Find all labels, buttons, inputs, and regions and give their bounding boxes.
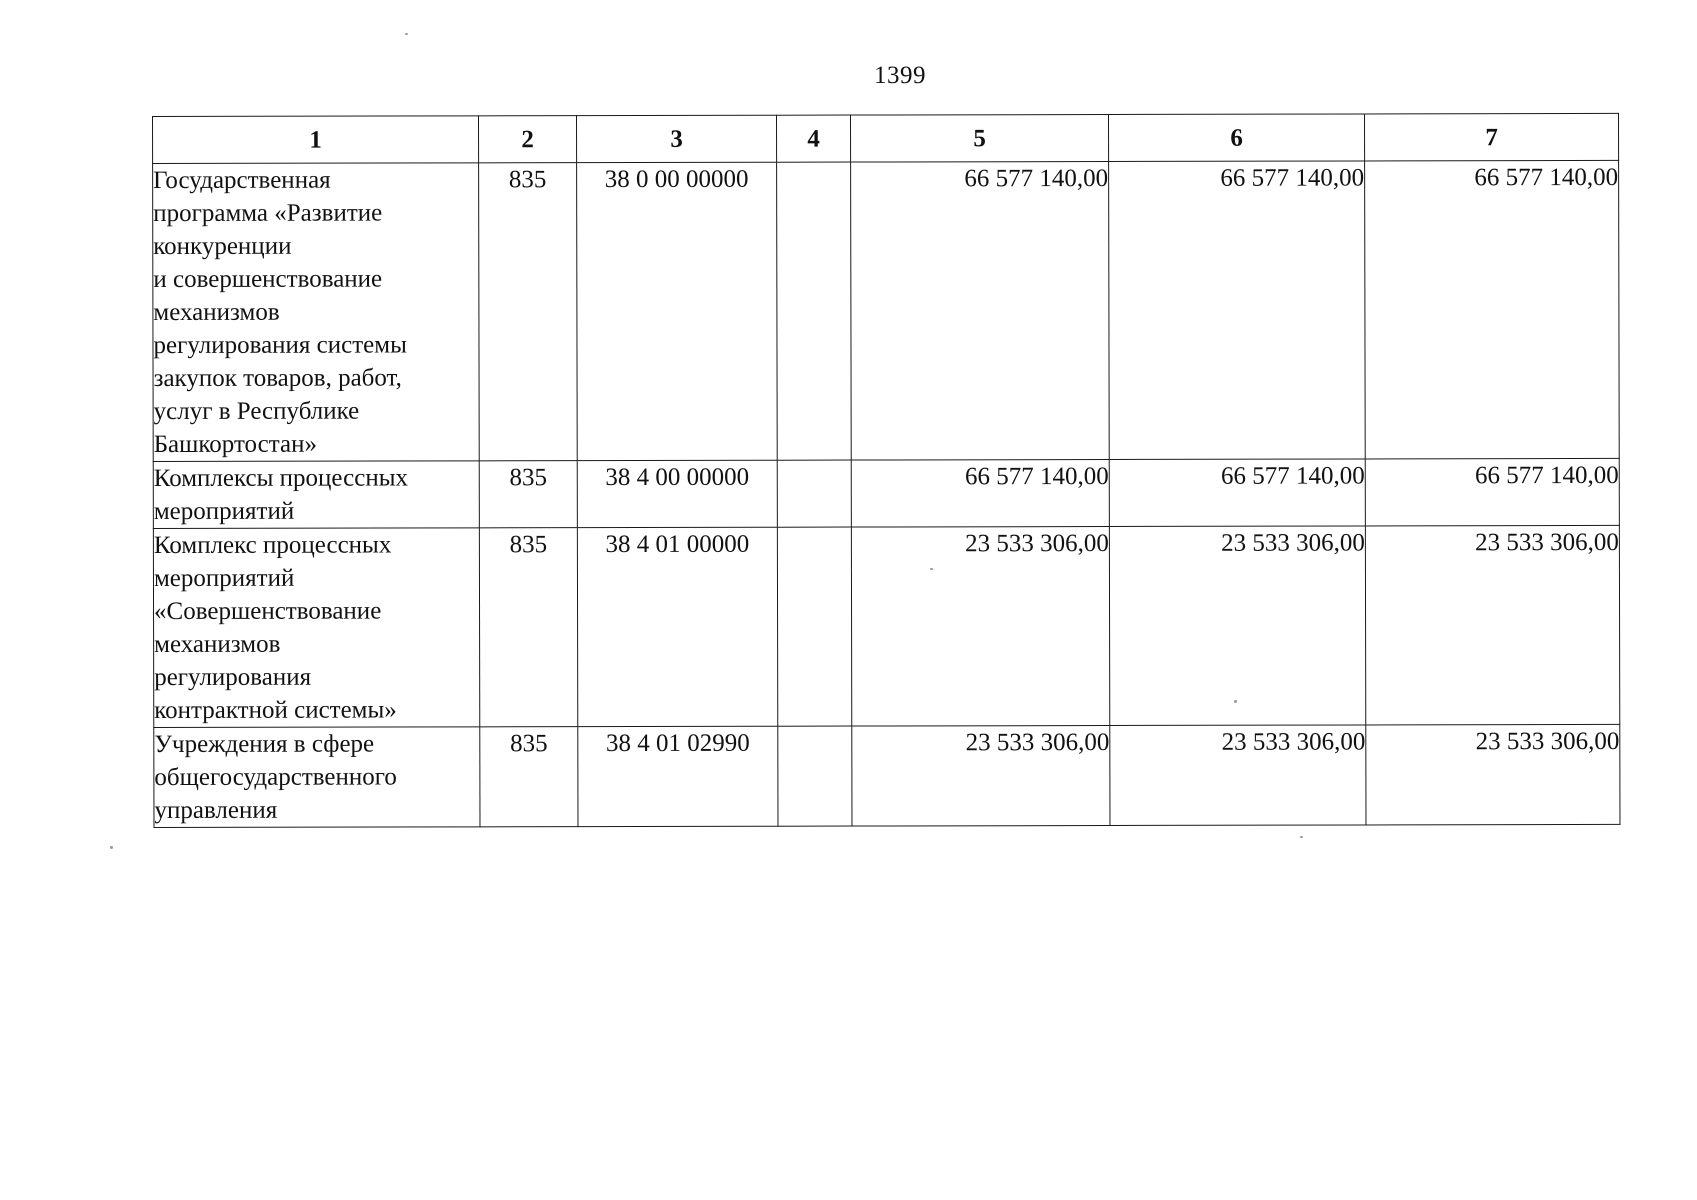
- row-amount-7-cell: 66 577 140,00: [1365, 160, 1620, 459]
- row-code-cell: 835: [479, 528, 577, 727]
- row-name-line: механизмов: [153, 298, 280, 326]
- row-vr-cell: [777, 162, 852, 460]
- row-name-line: Государственная: [153, 166, 331, 194]
- row-amount-5-cell: 23 533 306,00: [852, 725, 1110, 826]
- row-amount-6-cell: 66 577 140,00: [1109, 161, 1366, 460]
- row-name-line: Комплекс процессных: [153, 531, 392, 559]
- row-name-line: общегосударственного: [154, 763, 397, 791]
- row-name-line: контрактной системы»: [154, 696, 397, 724]
- row-name-cell: [154, 727, 480, 828]
- row-name-line: закупок товаров, работ,: [153, 364, 402, 392]
- row-amount-5-cell: 23 533 306,00: [851, 526, 1109, 726]
- row-name-line: Учреждения в сфере: [154, 730, 375, 758]
- page-number: 1399: [874, 62, 926, 89]
- budget-table: [152, 113, 1620, 828]
- scan-speck: [930, 568, 933, 570]
- row-amount-6-cell: 23 533 306,00: [1109, 526, 1365, 726]
- row-name-line: мероприятий: [153, 497, 295, 525]
- scan-speck: [1300, 836, 1303, 838]
- row-name-line: Башкортостан»: [153, 430, 317, 458]
- row-amount-7-cell: 66 577 140,00: [1365, 458, 1619, 526]
- table-row: [153, 160, 1620, 461]
- row-code-cell: 835: [480, 727, 578, 827]
- header-col-5: 5: [850, 114, 1108, 162]
- row-name-line: управления: [154, 796, 278, 824]
- row-vr-cell: [778, 726, 852, 826]
- row-name-line: программа «Развитие: [153, 199, 383, 227]
- scan-speck: [110, 846, 113, 849]
- row-code-cell: 835: [479, 461, 577, 528]
- row-name-line: регулирования системы: [153, 331, 407, 359]
- scan-speck: [405, 33, 408, 35]
- header-col-2: 2: [479, 116, 577, 163]
- row-vr-cell: [777, 460, 851, 527]
- table-row: [154, 724, 1620, 827]
- row-amount-5-cell: 66 577 140,00: [851, 161, 1110, 460]
- row-name-line: регулирования: [154, 663, 312, 691]
- row-name-line: Комплексы процессных: [153, 464, 409, 492]
- header-col-4: 4: [776, 115, 850, 162]
- header-col-1: 1: [153, 116, 479, 164]
- row-amount-7-cell: 23 533 306,00: [1366, 724, 1620, 825]
- row-name-line: «Совершенствование: [154, 597, 382, 625]
- row-kbk-cell: 38 4 01 00000: [577, 527, 777, 726]
- header-col-3: 3: [577, 115, 777, 162]
- row-name-line: конкуренции: [153, 232, 292, 260]
- table-body: [153, 160, 1620, 827]
- row-kbk-cell: 38 4 01 02990: [578, 726, 778, 826]
- row-name-cell: [153, 528, 479, 728]
- row-kbk-cell: 38 0 00 00000: [577, 162, 778, 460]
- table-header: [153, 113, 1619, 163]
- row-amount-7-cell: 23 533 306,00: [1365, 525, 1619, 725]
- row-amount-6-cell: 66 577 140,00: [1109, 459, 1365, 527]
- scan-speck: [1234, 700, 1237, 703]
- header-row: [153, 113, 1619, 163]
- row-kbk-cell: 38 4 00 00000: [577, 460, 777, 527]
- row-name-line: услуг в Республике: [153, 397, 360, 425]
- row-name-line: механизмов: [154, 630, 281, 658]
- row-vr-cell: [777, 527, 851, 726]
- row-name-line: и совершенствование: [153, 265, 383, 293]
- row-code-cell: 835: [479, 163, 578, 461]
- header-col-7: 7: [1364, 113, 1618, 161]
- row-name-cell: [153, 461, 479, 529]
- row-amount-6-cell: 23 533 306,00: [1110, 725, 1366, 826]
- table-row: [153, 525, 1619, 727]
- table-row: [153, 458, 1619, 528]
- row-name-cell: [153, 163, 480, 462]
- row-name-line: мероприятий: [153, 564, 295, 592]
- header-col-6: 6: [1108, 114, 1364, 162]
- row-amount-5-cell: 66 577 140,00: [851, 459, 1109, 527]
